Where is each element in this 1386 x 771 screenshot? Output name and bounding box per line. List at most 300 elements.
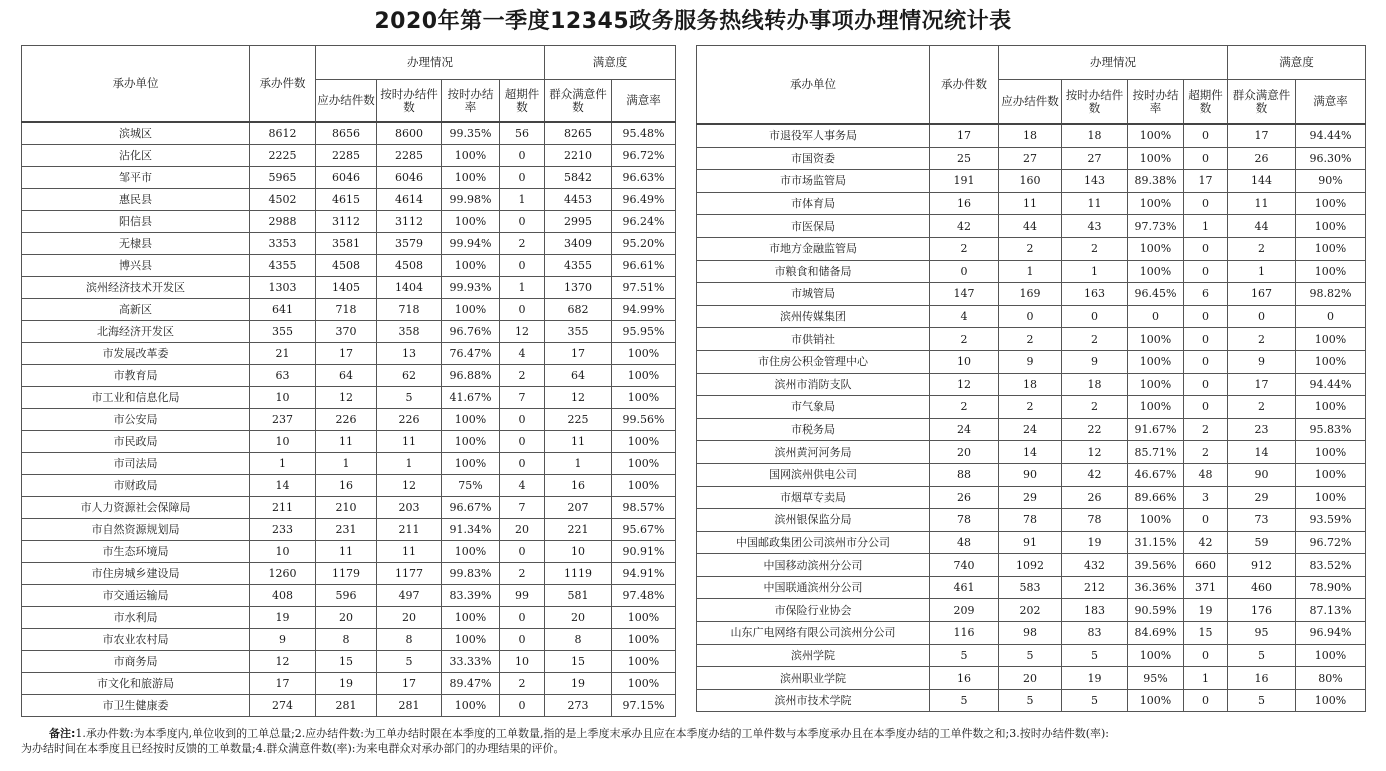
cell-count: 2 <box>930 328 999 351</box>
cell-sat-rate: 96.24% <box>612 211 676 233</box>
cell-due: 281 <box>316 695 377 717</box>
cell-unit: 高新区 <box>22 299 250 321</box>
cell-sat-rate: 100% <box>1296 192 1366 215</box>
cell-overdue: 371 <box>1184 576 1228 599</box>
cell-overdue: 0 <box>1184 396 1228 419</box>
cell-ontime-rate: 99.35% <box>442 122 500 145</box>
cell-ontime-rate: 96.45% <box>1128 283 1184 306</box>
cell-count: 12 <box>930 373 999 396</box>
cell-count: 5965 <box>250 167 316 189</box>
table-row <box>697 486 1366 509</box>
cell-unit: 市自然资源规划局 <box>22 519 250 541</box>
table-row <box>697 463 1366 486</box>
cell-unit: 市国资委 <box>697 147 930 170</box>
cell-count: 237 <box>250 409 316 431</box>
cell-ontime: 42 <box>1062 463 1128 486</box>
table-row <box>22 409 676 431</box>
cell-ontime: 5 <box>1062 644 1128 667</box>
cell-sat-count: 581 <box>545 585 612 607</box>
cell-overdue: 4 <box>500 475 545 497</box>
cell-count: 4 <box>930 305 999 328</box>
cell-count: 1260 <box>250 563 316 585</box>
cell-sat-count: 29 <box>1228 486 1296 509</box>
header-ontime: 按时办结件数 <box>1062 80 1128 125</box>
cell-sat-rate: 100% <box>612 387 676 409</box>
cell-overdue: 1 <box>1184 215 1228 238</box>
cell-sat-rate: 96.63% <box>612 167 676 189</box>
cell-overdue: 0 <box>500 695 545 717</box>
cell-unit: 市卫生健康委 <box>22 695 250 717</box>
cell-due: 3581 <box>316 233 377 255</box>
cell-ontime-rate: 100% <box>442 255 500 277</box>
cell-sat-count: 4355 <box>545 255 612 277</box>
cell-sat-count: 2 <box>1228 328 1296 351</box>
header-overdue: 超期件数 <box>1184 80 1228 125</box>
cell-sat-count: 16 <box>545 475 612 497</box>
cell-overdue: 99 <box>500 585 545 607</box>
cell-sat-count: 1 <box>1228 260 1296 283</box>
cell-due: 0 <box>999 305 1062 328</box>
cell-overdue: 2 <box>500 563 545 585</box>
cell-overdue: 19 <box>1184 599 1228 622</box>
cell-count: 408 <box>250 585 316 607</box>
cell-ontime: 43 <box>1062 215 1128 238</box>
cell-ontime-rate: 84.69% <box>1128 622 1184 645</box>
cell-unit: 滨州经济技术开发区 <box>22 277 250 299</box>
cell-unit: 滨州学院 <box>697 644 930 667</box>
cell-sat-rate: 96.49% <box>612 189 676 211</box>
cell-sat-count: 2 <box>1228 237 1296 260</box>
cell-sat-rate: 100% <box>612 475 676 497</box>
table-row <box>22 211 676 233</box>
cell-ontime-rate: 89.66% <box>1128 486 1184 509</box>
cell-ontime-rate: 100% <box>1128 350 1184 373</box>
notes-line-1 <box>21 726 1371 741</box>
cell-sat-rate: 100% <box>612 365 676 387</box>
cell-ontime: 62 <box>377 365 442 387</box>
page-title: 2020年第一季度12345政务服务热线转办事项办理情况统计表 <box>374 9 1012 34</box>
cell-unit: 山东广电网络有限公司滨州分公司 <box>697 622 930 645</box>
cell-overdue: 42 <box>1184 531 1228 554</box>
cell-overdue: 0 <box>500 453 545 475</box>
cell-overdue: 0 <box>1184 260 1228 283</box>
header-sat-count: 群众满意件数 <box>1228 80 1296 125</box>
cell-count: 274 <box>250 695 316 717</box>
cell-count: 209 <box>930 599 999 622</box>
cell-ontime: 78 <box>1062 509 1128 532</box>
cell-sat-rate: 100% <box>1296 237 1366 260</box>
cell-unit: 滨州传媒集团 <box>697 305 930 328</box>
cell-sat-count: 1 <box>545 453 612 475</box>
cell-count: 233 <box>250 519 316 541</box>
cell-count: 16 <box>930 192 999 215</box>
cell-sat-count: 5 <box>1228 689 1296 712</box>
cell-ontime-rate: 85.71% <box>1128 441 1184 464</box>
cell-unit: 惠民县 <box>22 189 250 211</box>
cell-ontime: 2 <box>1062 396 1128 419</box>
cell-ontime: 19 <box>1062 531 1128 554</box>
cell-sat-rate: 83.52% <box>1296 554 1366 577</box>
cell-unit: 中国联通滨州分公司 <box>697 576 930 599</box>
cell-ontime-rate: 100% <box>1128 147 1184 170</box>
cell-sat-count: 460 <box>1228 576 1296 599</box>
cell-overdue: 0 <box>1184 689 1228 712</box>
cell-due: 17 <box>316 343 377 365</box>
cell-count: 355 <box>250 321 316 343</box>
table-row <box>697 373 1366 396</box>
cell-overdue: 0 <box>500 607 545 629</box>
cell-count: 19 <box>250 607 316 629</box>
header-due: 应办结件数 <box>999 80 1062 125</box>
cell-due: 226 <box>316 409 377 431</box>
cell-sat-rate: 99.56% <box>612 409 676 431</box>
cell-due: 596 <box>316 585 377 607</box>
cell-ontime-rate: 96.88% <box>442 365 500 387</box>
cell-sat-rate: 100% <box>1296 396 1366 419</box>
cell-due: 583 <box>999 576 1062 599</box>
cell-overdue: 0 <box>1184 305 1228 328</box>
cell-sat-count: 19 <box>545 673 612 695</box>
cell-count: 20 <box>930 441 999 464</box>
notes-line-2: 为办结时间在本季度且已经按时反馈的工单数量;4.群众满意件数(率):为来电群众对承办部门的办理结果的评价。 <box>21 742 565 755</box>
table-row <box>22 475 676 497</box>
cell-ontime-rate: 89.38% <box>1128 170 1184 193</box>
table-row <box>22 255 676 277</box>
table-row <box>697 147 1366 170</box>
cell-sat-rate: 96.61% <box>612 255 676 277</box>
cell-sat-count: 26 <box>1228 147 1296 170</box>
table-row <box>22 585 676 607</box>
cell-count: 4355 <box>250 255 316 277</box>
cell-ontime-rate: 100% <box>442 211 500 233</box>
header-due: 应办结件数 <box>316 80 377 123</box>
cell-ontime-rate: 100% <box>1128 509 1184 532</box>
cell-ontime-rate: 100% <box>442 299 500 321</box>
cell-sat-rate: 100% <box>1296 689 1366 712</box>
cell-unit: 市住房公积金管理中心 <box>697 350 930 373</box>
cell-ontime: 17 <box>377 673 442 695</box>
cell-ontime-rate: 41.67% <box>442 387 500 409</box>
cell-sat-count: 355 <box>545 321 612 343</box>
cell-sat-count: 144 <box>1228 170 1296 193</box>
cell-ontime-rate: 36.36% <box>1128 576 1184 599</box>
cell-due: 370 <box>316 321 377 343</box>
table-row <box>22 519 676 541</box>
cell-due: 6046 <box>316 167 377 189</box>
cell-ontime-rate: 100% <box>442 541 500 563</box>
cell-ontime: 3579 <box>377 233 442 255</box>
cell-count: 461 <box>930 576 999 599</box>
cell-unit: 市住房城乡建设局 <box>22 563 250 585</box>
cell-due: 4508 <box>316 255 377 277</box>
cell-count: 10 <box>250 431 316 453</box>
cell-ontime: 2 <box>1062 237 1128 260</box>
cell-unit: 市气象局 <box>697 396 930 419</box>
cell-due: 19 <box>316 673 377 695</box>
cell-sat-count: 8 <box>545 629 612 651</box>
notes <box>21 726 1371 756</box>
header-handling: 办理情况 <box>316 46 545 80</box>
cell-count: 24 <box>930 418 999 441</box>
cell-overdue: 0 <box>500 541 545 563</box>
cell-overdue: 0 <box>500 299 545 321</box>
header-satisfaction: 满意度 <box>545 46 676 80</box>
cell-unit: 市教育局 <box>22 365 250 387</box>
cell-due: 24 <box>999 418 1062 441</box>
table-row <box>697 283 1366 306</box>
table-row <box>697 509 1366 532</box>
cell-due: 2 <box>999 328 1062 351</box>
cell-ontime-rate: 97.73% <box>1128 215 1184 238</box>
cell-overdue: 1 <box>1184 667 1228 690</box>
cell-overdue: 0 <box>1184 373 1228 396</box>
cell-ontime: 11 <box>377 431 442 453</box>
table-row <box>22 321 676 343</box>
table-row <box>22 607 676 629</box>
cell-ontime-rate: 46.67% <box>1128 463 1184 486</box>
cell-count: 26 <box>930 486 999 509</box>
table-row <box>697 170 1366 193</box>
header-sat-count: 群众满意件数 <box>545 80 612 123</box>
cell-sat-rate: 95.48% <box>612 122 676 145</box>
header-unit: 承办单位 <box>697 46 930 125</box>
cell-unit: 市保险行业协会 <box>697 599 930 622</box>
cell-overdue: 0 <box>500 167 545 189</box>
header-unit: 承办单位 <box>22 46 250 123</box>
cell-count: 21 <box>250 343 316 365</box>
cell-ontime: 6046 <box>377 167 442 189</box>
cell-due: 18 <box>999 373 1062 396</box>
header-ontime-rate: 按时办结率 <box>1128 80 1184 125</box>
cell-overdue: 0 <box>500 145 545 167</box>
cell-overdue: 20 <box>500 519 545 541</box>
cell-sat-rate: 100% <box>1296 328 1366 351</box>
cell-count: 147 <box>930 283 999 306</box>
cell-overdue: 0 <box>500 409 545 431</box>
cell-unit: 市文化和旅游局 <box>22 673 250 695</box>
cell-sat-count: 15 <box>545 651 612 673</box>
cell-sat-count: 11 <box>1228 192 1296 215</box>
cell-count: 5 <box>930 644 999 667</box>
cell-unit: 滨城区 <box>22 122 250 145</box>
cell-overdue: 2 <box>500 233 545 255</box>
cell-ontime: 13 <box>377 343 442 365</box>
table-row <box>22 277 676 299</box>
cell-ontime: 163 <box>1062 283 1128 306</box>
cell-unit: 滨州职业学院 <box>697 667 930 690</box>
cell-ontime: 3112 <box>377 211 442 233</box>
cell-sat-rate: 100% <box>1296 350 1366 373</box>
cell-ontime: 8 <box>377 629 442 651</box>
cell-due: 160 <box>999 170 1062 193</box>
cell-ontime-rate: 100% <box>1128 192 1184 215</box>
cell-sat-count: 176 <box>1228 599 1296 622</box>
cell-unit: 市体育局 <box>697 192 930 215</box>
cell-overdue: 0 <box>1184 644 1228 667</box>
cell-ontime-rate: 100% <box>442 453 500 475</box>
cell-ontime: 211 <box>377 519 442 541</box>
cell-count: 78 <box>930 509 999 532</box>
cell-ontime: 212 <box>1062 576 1128 599</box>
cell-ontime-rate: 89.47% <box>442 673 500 695</box>
cell-ontime-rate: 100% <box>442 431 500 453</box>
cell-ontime: 12 <box>1062 441 1128 464</box>
cell-due: 78 <box>999 509 1062 532</box>
cell-due: 11 <box>316 541 377 563</box>
cell-ontime-rate: 75% <box>442 475 500 497</box>
cell-unit: 市生态环境局 <box>22 541 250 563</box>
cell-sat-rate: 94.91% <box>612 563 676 585</box>
cell-ontime-rate: 100% <box>442 167 500 189</box>
cell-sat-rate: 96.72% <box>1296 531 1366 554</box>
cell-sat-rate: 100% <box>612 629 676 651</box>
cell-overdue: 7 <box>500 497 545 519</box>
cell-ontime-rate: 100% <box>1128 260 1184 283</box>
cell-sat-rate: 100% <box>1296 644 1366 667</box>
cell-due: 8656 <box>316 122 377 145</box>
cell-sat-count: 1119 <box>545 563 612 585</box>
cell-count: 16 <box>930 667 999 690</box>
cell-unit: 滨州银保监分局 <box>697 509 930 532</box>
table-row <box>22 673 676 695</box>
cell-ontime: 281 <box>377 695 442 717</box>
cell-unit: 市公安局 <box>22 409 250 431</box>
cell-sat-count: 167 <box>1228 283 1296 306</box>
cell-overdue: 1 <box>500 189 545 211</box>
cell-ontime-rate: 83.39% <box>442 585 500 607</box>
cell-ontime: 2 <box>1062 328 1128 351</box>
cell-sat-count: 2210 <box>545 145 612 167</box>
cell-sat-count: 5842 <box>545 167 612 189</box>
header-sat-rate: 满意率 <box>1296 80 1366 125</box>
cell-due: 9 <box>999 350 1062 373</box>
cell-overdue: 2 <box>500 365 545 387</box>
cell-sat-count: 10 <box>545 541 612 563</box>
stats-table-right <box>696 45 1366 712</box>
cell-overdue: 15 <box>1184 622 1228 645</box>
cell-unit: 市财政局 <box>22 475 250 497</box>
cell-count: 42 <box>930 215 999 238</box>
cell-sat-rate: 90% <box>1296 170 1366 193</box>
cell-count: 10 <box>250 387 316 409</box>
table-row <box>697 328 1366 351</box>
table-row <box>22 453 676 475</box>
cell-overdue: 10 <box>500 651 545 673</box>
cell-unit: 市工业和信息化局 <box>22 387 250 409</box>
cell-ontime-rate: 100% <box>442 145 500 167</box>
header-count: 承办件数 <box>250 46 316 123</box>
cell-count: 2988 <box>250 211 316 233</box>
cell-ontime-rate: 99.98% <box>442 189 500 211</box>
cell-due: 210 <box>316 497 377 519</box>
cell-unit: 市粮食和储备局 <box>697 260 930 283</box>
cell-due: 231 <box>316 519 377 541</box>
cell-sat-rate: 100% <box>612 673 676 695</box>
cell-sat-count: 225 <box>545 409 612 431</box>
cell-count: 9 <box>250 629 316 651</box>
cell-sat-count: 207 <box>545 497 612 519</box>
cell-ontime: 18 <box>1062 373 1128 396</box>
table-body <box>697 124 1366 712</box>
cell-overdue: 0 <box>1184 237 1228 260</box>
table-row <box>22 695 676 717</box>
cell-sat-count: 90 <box>1228 463 1296 486</box>
cell-ontime: 497 <box>377 585 442 607</box>
cell-unit: 市城管局 <box>697 283 930 306</box>
table-row <box>697 644 1366 667</box>
cell-ontime: 18 <box>1062 124 1128 147</box>
cell-ontime-rate: 100% <box>1128 124 1184 147</box>
cell-overdue: 0 <box>500 629 545 651</box>
cell-count: 5 <box>930 689 999 712</box>
cell-ontime: 432 <box>1062 554 1128 577</box>
cell-sat-count: 9 <box>1228 350 1296 373</box>
cell-ontime: 22 <box>1062 418 1128 441</box>
table-row <box>697 622 1366 645</box>
cell-sat-rate: 87.13% <box>1296 599 1366 622</box>
cell-unit: 市市场监管局 <box>697 170 930 193</box>
cell-overdue: 56 <box>500 122 545 145</box>
cell-overdue: 0 <box>500 211 545 233</box>
cell-ontime: 1404 <box>377 277 442 299</box>
cell-ontime: 20 <box>377 607 442 629</box>
cell-sat-rate: 95.20% <box>612 233 676 255</box>
cell-sat-rate: 100% <box>612 453 676 475</box>
cell-unit: 中国邮政集团公司滨州市分公司 <box>697 531 930 554</box>
cell-ontime: 5 <box>1062 689 1128 712</box>
cell-sat-rate: 100% <box>612 651 676 673</box>
cell-count: 740 <box>930 554 999 577</box>
cell-overdue: 48 <box>1184 463 1228 486</box>
cell-due: 2 <box>999 396 1062 419</box>
cell-due: 718 <box>316 299 377 321</box>
cell-overdue: 3 <box>1184 486 1228 509</box>
cell-due: 27 <box>999 147 1062 170</box>
cell-ontime: 4614 <box>377 189 442 211</box>
cell-due: 2 <box>999 237 1062 260</box>
cell-sat-count: 4453 <box>545 189 612 211</box>
table-row <box>697 531 1366 554</box>
cell-ontime: 2285 <box>377 145 442 167</box>
cell-sat-rate: 96.94% <box>1296 622 1366 645</box>
table-row <box>22 299 676 321</box>
cell-unit: 中国移动滨州分公司 <box>697 554 930 577</box>
cell-unit: 阳信县 <box>22 211 250 233</box>
cell-due: 18 <box>999 124 1062 147</box>
cell-count: 116 <box>930 622 999 645</box>
cell-sat-count: 64 <box>545 365 612 387</box>
cell-sat-rate: 93.59% <box>1296 509 1366 532</box>
cell-count: 10 <box>250 541 316 563</box>
cell-ontime: 12 <box>377 475 442 497</box>
cell-due: 44 <box>999 215 1062 238</box>
cell-unit: 无棣县 <box>22 233 250 255</box>
cell-sat-count: 2995 <box>545 211 612 233</box>
cell-unit: 博兴县 <box>22 255 250 277</box>
cell-overdue: 0 <box>1184 509 1228 532</box>
cell-unit: 市烟草专卖局 <box>697 486 930 509</box>
cell-ontime-rate: 100% <box>1128 373 1184 396</box>
table-row <box>697 689 1366 712</box>
table-row <box>22 365 676 387</box>
cell-ontime: 83 <box>1062 622 1128 645</box>
cell-sat-count: 17 <box>1228 124 1296 147</box>
cell-due: 1405 <box>316 277 377 299</box>
cell-sat-rate: 98.82% <box>1296 283 1366 306</box>
table-row <box>22 145 676 167</box>
cell-sat-rate: 94.44% <box>1296 373 1366 396</box>
cell-due: 4615 <box>316 189 377 211</box>
